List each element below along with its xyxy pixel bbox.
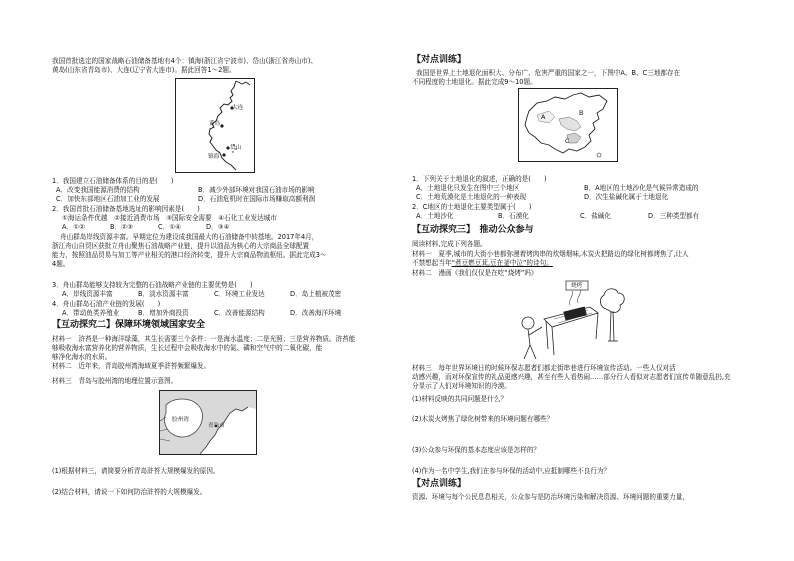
training-2-line: 资源、环境与每个公民息息相关，公众参与是防治环境污染和解决资源、环境问题的重要力量， [412, 493, 689, 501]
q2-stem: 2．我国首批石油储备基地选址的影响因素是( ) [52, 205, 200, 213]
q3-option-a: A．岸线资源丰富 [62, 290, 113, 298]
q2-items: ①海运条件优越 ②接近消费市场 ③国际安全需要 ④石化工业发达城市 [62, 214, 277, 222]
q9-option-b: B．A地区的土地沙化是气候异常造成的 [584, 184, 699, 192]
section-2-heading [52, 320, 205, 331]
q2-option-d: D．③④ [206, 223, 230, 231]
s3-material-2: 材料二 漫画《我们仅仅是在吃“烧烤”吗》 [412, 269, 538, 277]
training-2-heading: 【对点训练】 [412, 479, 467, 489]
q4-option-c: C．改善能源结构 [214, 309, 265, 317]
s3-material-1-line-2 [412, 259, 553, 267]
q9-option-d: D．次生盐碱化属于土地退化 [584, 193, 669, 201]
q3-option-d: D．岛上植被茂密 [290, 290, 342, 298]
subquestion-1: (1)根据材料三，请简要分析青岛浒苔大规模爆发的原因。 [52, 467, 220, 475]
q10-stem: 2．C地区的土地退化主要类型属于( ) [412, 203, 532, 211]
q10-option-c: C．盐碱化 [580, 212, 611, 220]
subquestion-2: (2)结合材料，请说一下如何防治浒苔的大规模爆发。 [52, 488, 207, 496]
para-line-4: 4题。 [52, 260, 70, 268]
q1-option-a: A．改变我国能源消费的结构 [56, 186, 140, 194]
q10-option-b: B．石漠化 [498, 212, 529, 220]
cartoon-bbq [514, 279, 628, 367]
section-3-title: 推动公众参与 [479, 225, 534, 235]
q10-option-a: A．土地沙化 [416, 212, 454, 220]
q1-stem: 1．我国建立石油储备体系的目的是( ) [52, 177, 174, 185]
s3-material-1-line-1: 材料一 夏季,城市的大街小巷都弥漫着烤肉串的炊烟烟味,木炭火把路边的绿化树都烤焦了,让人 [412, 250, 689, 258]
q1-option-b: B．减少外部环境对我国石油市场的影响 [198, 186, 315, 194]
map-label-daishan: 岱山 [230, 145, 242, 151]
map-china-land-degradation [518, 88, 618, 162]
q1-option-d: D．石油危机时在国际市场赚取高额利润 [198, 195, 316, 203]
para-line-1: 舟山群岛岸线资源丰富。早期定位为建设成我国最大的石油储备中转基地。2017年4月， [60, 233, 319, 241]
material-1-line-3: 够净化海水的水质。 [52, 353, 112, 361]
map-reserve-bases [175, 78, 255, 173]
right-subquestion-4: (4)作为一名中学生,我们在参与环保的活动中,应抵制哪些不良行为？ [412, 467, 611, 475]
s3-material-1-quote: “煮豆燃豆萁,豆在釜中泣”的诗句。 [451, 259, 553, 267]
map-label-huangdao: 黄岛 [209, 121, 221, 127]
q2-option-a: A．①② [62, 223, 85, 231]
map-label-c: C [565, 137, 570, 145]
q3-option-c: C．环境工业发达 [214, 290, 265, 298]
q9-option-a: A．土地退化只发生在图中三个地区 [416, 184, 520, 192]
map-label-zhenhai: 镇海 [208, 154, 220, 160]
section-3-prefix: 【互动探究三】 [412, 225, 471, 235]
right-subquestion-3: (3)公众参与环保的基本态度应该是怎样的？ [412, 446, 541, 454]
s3-material-3-line-1: 材料三 每年世界环境日的时候环保志愿者们都走街串巷进行环境宣传活动。一些人仅对活 [412, 364, 676, 372]
q4-option-b: B．增加外商投资 [138, 309, 189, 317]
para-line-3: 能力，按照油品贸易与加工等产业相关的港口经济转变，提升大宗商品物流枢纽。据此完成3～ [52, 251, 327, 259]
material-1-line-1: 材料一 浒苔是一种海洋绿藻，其生长需要三个条件：一是海水温度；二是光照；三是营养物质。浒苔能 [52, 335, 356, 343]
cartoon-figure [514, 279, 628, 367]
s3-material-3-line-2: 动感兴趣，而对环保宣传的礼品更感兴趣，甚至有些人看热闹……部分行人看似对志愿者们宣传单随意乱扔,充 [412, 373, 731, 381]
q4-stem: 4．舟山群岛石油产业链的发展( ) [52, 300, 161, 308]
map-label-b: B [579, 109, 584, 117]
q3-option-b: B．淡水资源丰富 [138, 290, 189, 298]
q1-option-c: C．加快东部地区石油加工业的发展 [56, 195, 160, 203]
cartoon-sign-label: 烧烤 [571, 283, 583, 289]
q9-option-c: C．土地荒漠化是土地退化的一种表现 [416, 193, 527, 201]
training-1-line-1: 我国是世界上土地退化面积大、分布广、危害严重的国家之一，下图中A、B、C三地都存在 [416, 69, 681, 77]
q4-option-d: D．改善海洋环境 [290, 309, 342, 317]
map-label-a: A [541, 113, 546, 121]
map-label-qingdao: 青岛市 [208, 423, 225, 429]
para-line-2: 浙江舟山自贸区获批立舟山聚焦石油战略产业链，提升以油品为核心的大宗商品全球配置 [52, 242, 310, 250]
china-outline [519, 89, 617, 161]
map-jiaozhou-bay [159, 390, 257, 455]
section-3-heading [412, 225, 534, 236]
section-3-intro: 阅读材料,完成下列各题。 [412, 240, 487, 248]
right-subquestion-2: (2)木炭火烤焦了绿化树带来的环境问题有哪些？ [412, 415, 554, 423]
material-3: 材料三 青岛与胶州湾的地理位置示意图。 [52, 377, 178, 385]
right-subquestion-1: (1)材料反映的共同问题是什么？ [412, 395, 508, 403]
training-1-line-2: 不同程度的土地退化。据此完成9～10题。 [412, 78, 537, 86]
q10-option-d: D．三种类型都有 [648, 212, 700, 220]
q2-option-c: C．①④ [158, 223, 182, 231]
training-1-heading: 【对点训练】 [412, 55, 467, 65]
section-2-title: 保障环境领域国家安全 [115, 320, 206, 330]
intro-line-1: 我国首批选定的国家战略石油储备基地有4个：镇海(浙江省宁波市)、岱山(浙江省舟山市)、 [52, 57, 318, 65]
material-2: 材料二 近年来，青岛胶州湾海域夏季浒苔频繁爆发。 [52, 362, 211, 370]
q4-option-a: A．带动鱼类养殖业 [62, 309, 120, 317]
map-label-jiaozhou-bay: 胶州湾 [172, 417, 189, 423]
s3-material-1-head: 不禁想起当年 [412, 259, 452, 267]
section-2-prefix: 【互动探究二】 [52, 320, 116, 330]
q2-option-b: B．②③ [110, 223, 133, 231]
intro-line-2: 黄岛(山东省青岛市)、大连(辽宁省大连市)。据此回答1～2题。 [52, 66, 236, 74]
q9-stem: 1．下列关于土地退化的叙述，正确的是( ) [412, 175, 547, 183]
s3-material-3-line-3: 分显示了人们对环境知识的冷漠。 [412, 382, 511, 390]
material-1-line-2: 够吸收海水富营养化的营养物质，生长过程中会吸收海水中的氮、磷和空气中的二氧化碳，能 [52, 344, 323, 352]
q3-stem: 3．舟山群岛能够支持较为完整的石油战略产业链的主要优势是( ) [52, 281, 253, 289]
map-label-dalian: 大连 [232, 105, 244, 111]
